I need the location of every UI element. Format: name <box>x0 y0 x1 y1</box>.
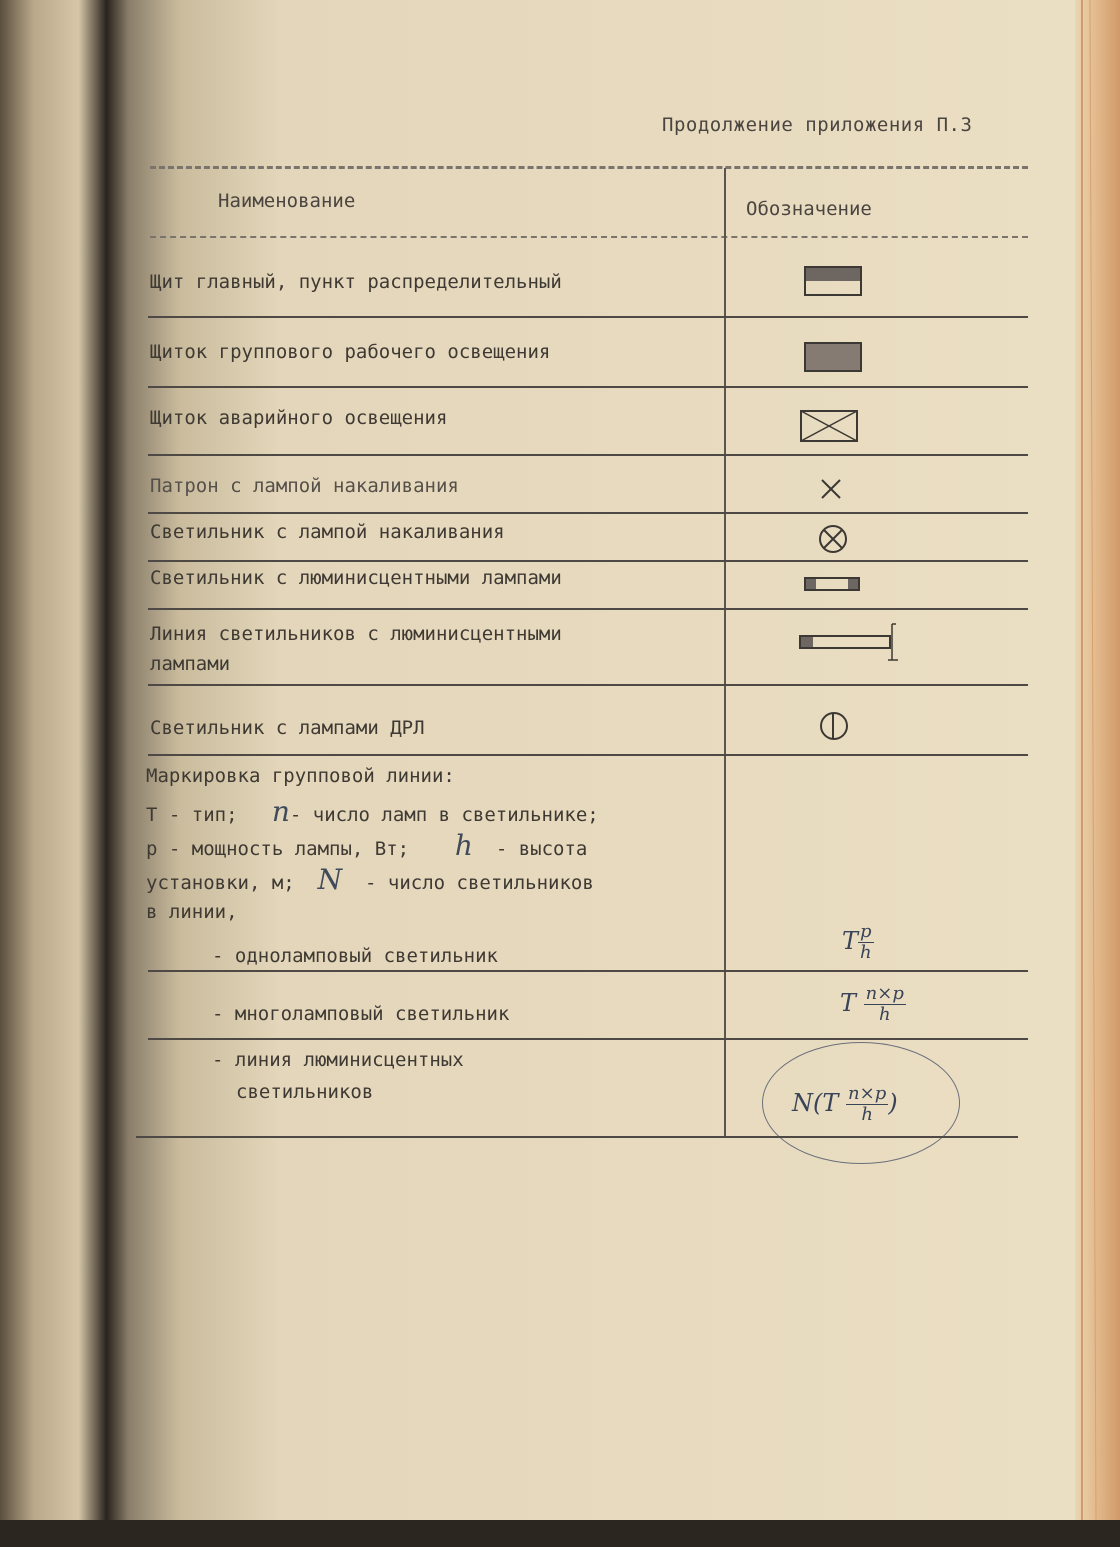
marking-h-symbol: h <box>454 829 473 862</box>
marking-fluorescent-line-2: светильников <box>236 1081 374 1103</box>
formula-line-N: N <box>792 1089 813 1117</box>
formula-single-numerator: p <box>860 921 872 942</box>
formula-line-open: (Т <box>813 1089 839 1117</box>
row-name-drl-luminaire: Светильник с лампами ДРЛ <box>150 717 425 739</box>
formula-multi-denominator: h <box>878 1004 891 1025</box>
formula-multi-T: Т <box>840 989 857 1017</box>
table-bottom-rule <box>136 1136 1018 1138</box>
row-separator <box>148 560 1028 562</box>
formula-multi-fraction <box>864 984 906 1025</box>
row-separator <box>148 608 1028 610</box>
socket-lamp-icon <box>820 478 842 500</box>
panel-main-icon <box>804 266 862 296</box>
marking-power-text: р - мощность лампы, Вт; <box>146 838 410 860</box>
fluorescent-line-icon <box>798 620 902 662</box>
row-separator <box>148 512 1028 514</box>
drl-luminaire-icon <box>818 710 850 742</box>
row-name-fluorescent-line-1: Линия светильников с люминисцентными <box>150 623 562 645</box>
row-name-fluorescent-luminaire: Светильник с люминисцентными лампами <box>150 567 562 589</box>
appendix-continuation-title: Продолжение приложения П.3 <box>662 114 973 136</box>
formula-single-lamp <box>842 922 874 963</box>
row-separator <box>148 386 1028 388</box>
fluorescent-luminaire-icon <box>804 576 860 592</box>
marking-line-type <box>146 795 599 829</box>
row-name-group-panel: Щиток группового рабочего освещения <box>150 341 551 363</box>
formula-single-T: Т <box>842 927 859 955</box>
row-separator <box>148 684 1028 686</box>
row-separator <box>148 316 1028 318</box>
column-divider <box>724 168 726 1138</box>
formula-line-numerator: n×p <box>848 1083 887 1104</box>
marking-n-symbol: n <box>271 795 290 828</box>
marking-type-text: Т - тип; <box>146 804 238 826</box>
marking-n-text: - число ламп в светильнике; <box>289 804 599 826</box>
row-name-fluorescent-line-2: лампами <box>150 653 231 675</box>
marking-title: Маркировка групповой линии: <box>146 765 455 787</box>
marking-line-in-line: в линии, <box>146 901 238 923</box>
row-name-incandescent-luminaire: Светильник с лампой накаливания <box>150 521 505 543</box>
marking-N-symbol: N <box>317 863 343 896</box>
row-separator <box>148 970 1028 972</box>
marking-line-power <box>146 829 588 863</box>
marking-installation-text: установки, м; <box>146 872 295 894</box>
row-name-lamp-socket: Патрон с лампой накаливания <box>150 475 459 497</box>
marking-single-lamp: - одноламповый светильник <box>212 945 498 967</box>
table-top-dashed-rule <box>150 166 1028 169</box>
marking-multi-lamp: - многоламповый светильник <box>212 1003 510 1025</box>
formula-fluorescent-line <box>792 1084 898 1125</box>
table-header-dashed-rule <box>150 236 1028 238</box>
column-header-name: Наименование <box>218 190 356 212</box>
panel-emergency-icon <box>800 410 858 442</box>
formula-single-fraction <box>858 922 874 963</box>
row-name-emergency-panel: Щиток аварийного освещения <box>150 407 448 429</box>
row-name-main-panel: Щит главный, пункт распределительный <box>150 271 562 293</box>
formula-multi-lamp <box>840 984 906 1025</box>
marking-fluorescent-line-1: - линия люминисцентных <box>212 1049 464 1071</box>
marking-count-text: - число светильников <box>365 872 594 894</box>
marking-height-text: - высота <box>495 838 588 860</box>
column-header-symbol: Обозначение <box>746 198 872 220</box>
formula-single-denominator: h <box>859 942 872 963</box>
row-separator <box>148 754 1028 756</box>
formula-multi-numerator: n×p <box>865 983 904 1004</box>
formula-line-close: ) <box>888 1089 898 1117</box>
panel-group-icon <box>804 342 862 372</box>
formula-line-fraction <box>846 1084 888 1125</box>
row-separator <box>148 1038 1028 1040</box>
formula-line-denominator: h <box>861 1104 873 1125</box>
row-separator <box>148 454 1028 456</box>
incandescent-luminaire-icon <box>818 524 848 554</box>
marking-line-installation <box>146 863 594 897</box>
